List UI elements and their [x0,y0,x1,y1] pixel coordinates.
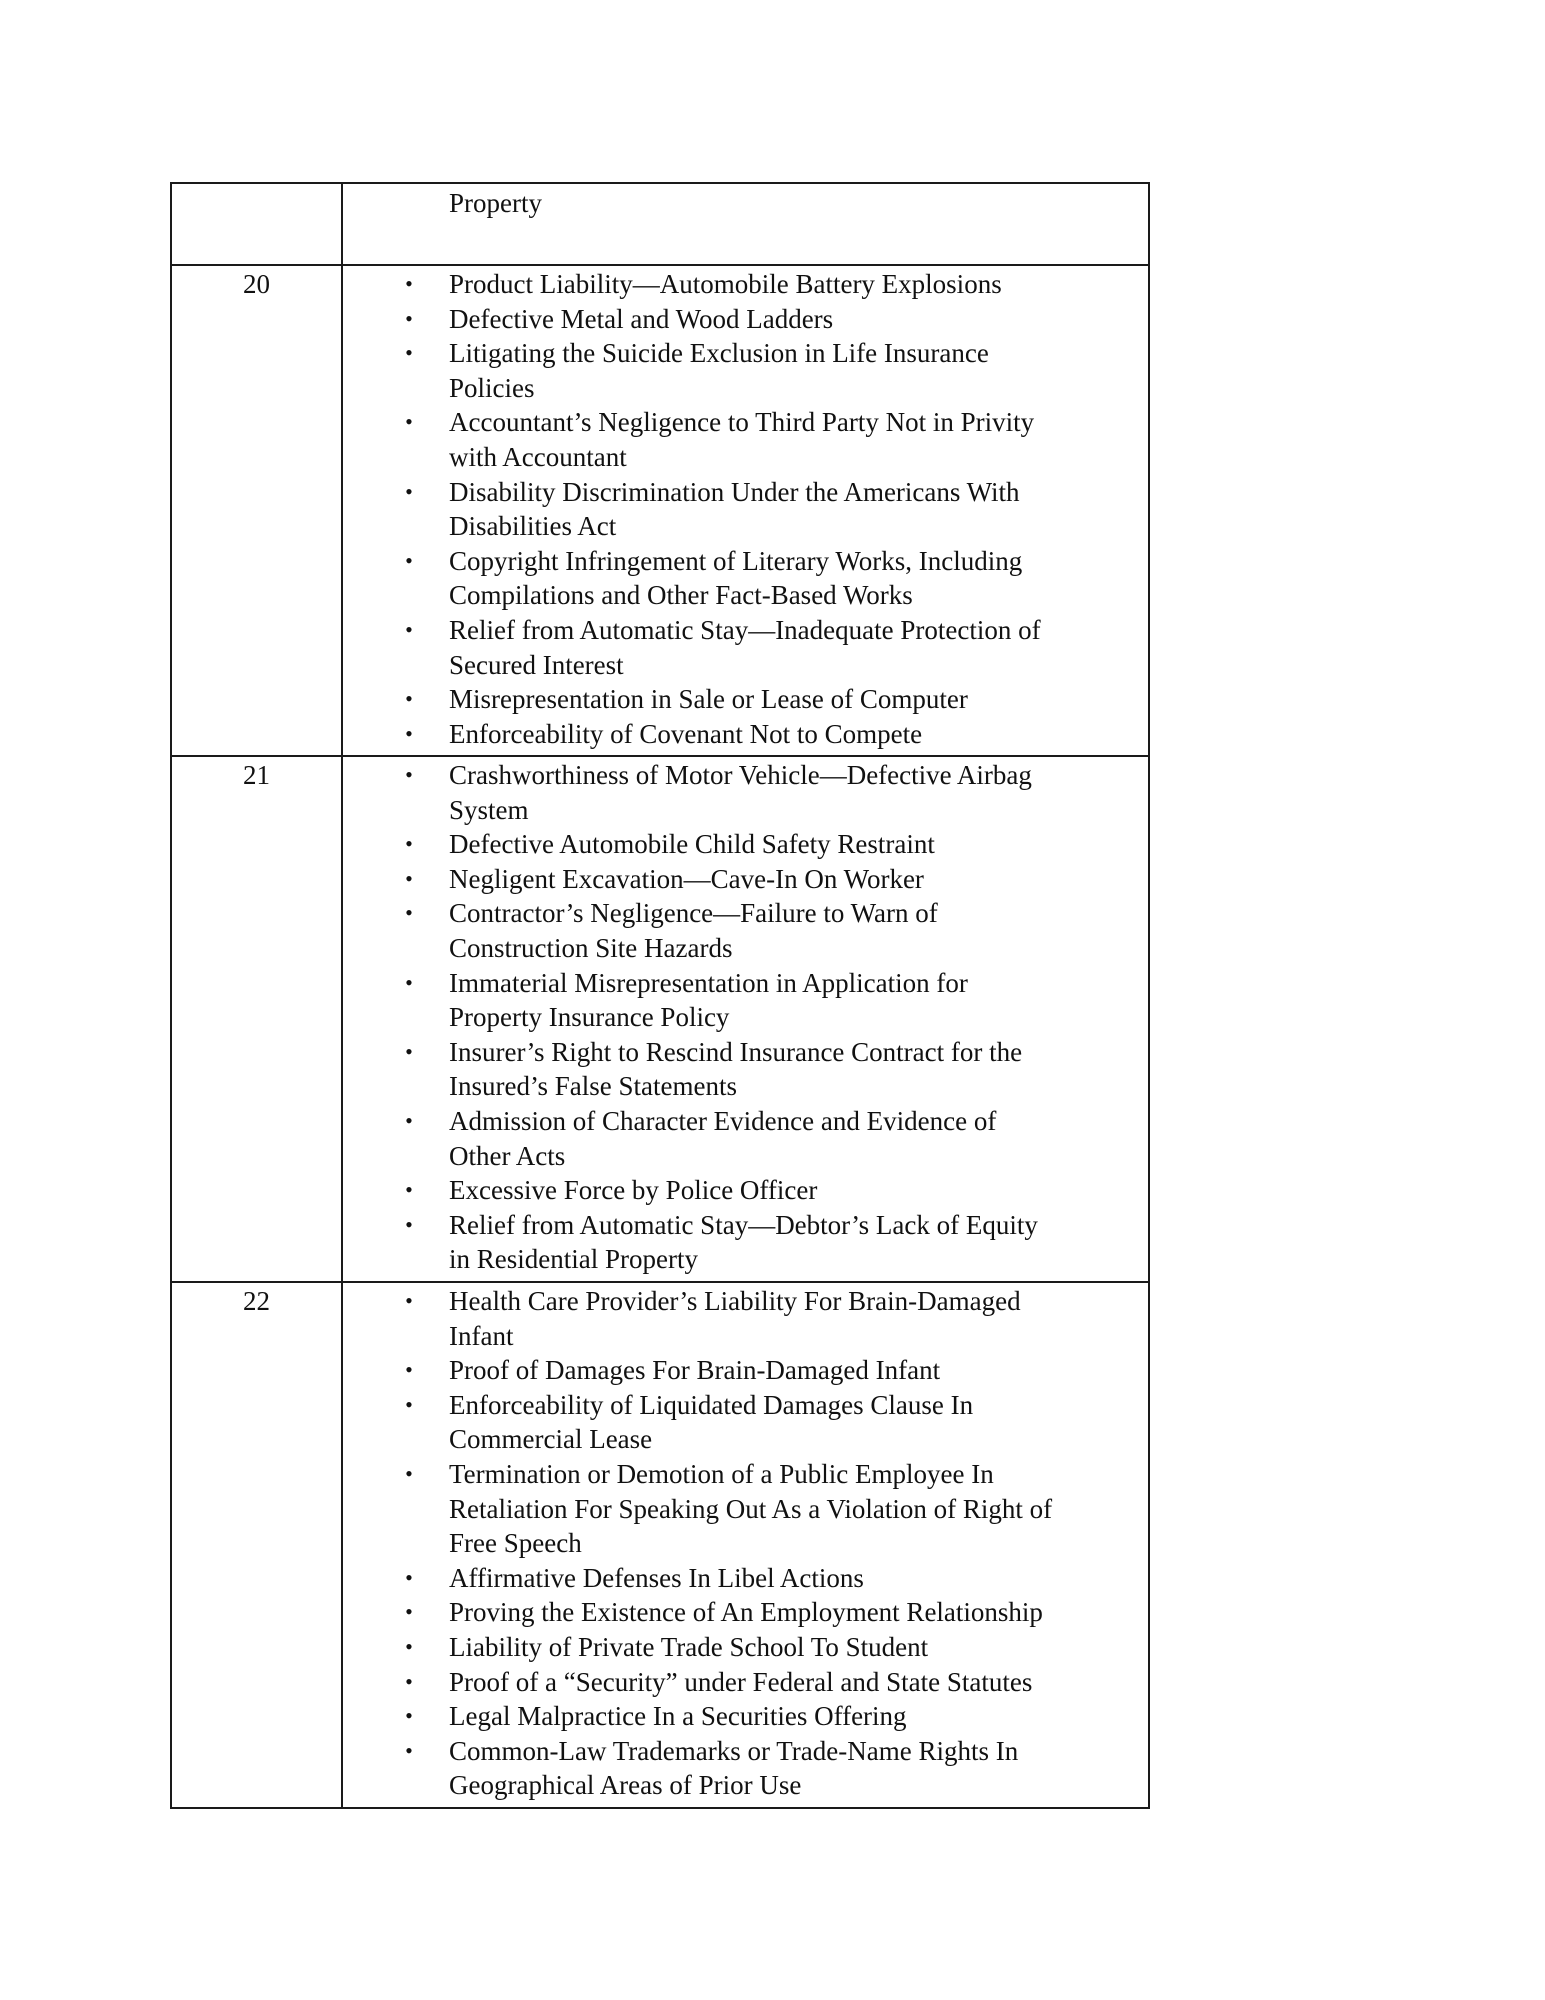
list-item [343,336,1148,405]
topics-cell [342,1282,1149,1808]
topic-text-line: Crashworthiness of Motor Vehicle—Defective Airbag [449,760,1032,790]
list-item [343,1173,1148,1208]
list-item [343,862,1148,897]
list-item [343,405,1148,474]
bullet-dot-icon: • [405,720,413,746]
chapter-number: 22 [243,1286,270,1316]
topic-text-line: Property Insurance Policy [449,1002,730,1033]
bullet-dot-icon: • [405,1737,413,1763]
bullet-dot-icon: • [405,762,413,787]
topic-text-line: in Residential Property [449,1244,698,1275]
topic-text-line: System [449,794,529,825]
bullet-dot-icon: • [405,969,413,995]
list-item [343,1457,1148,1561]
topic-text-line: with Accountant [449,441,627,472]
topic-text-line: Enforceability of Covenant Not to Compete [449,718,923,749]
bullet-dot-icon: • [405,1460,413,1486]
table-row [171,1282,1149,1808]
topic-list [343,266,1148,751]
topics-table [170,182,1150,1809]
topic-text-line: Affirmative Defenses In Libel Actions [449,1562,864,1593]
topic-text-line: Excessive Force by Police Officer [449,1175,818,1206]
chapter-number-cell [171,1282,342,1808]
list-item [343,613,1148,682]
topic-text-line: Retaliation For Speaking Out As a Violation of Right of [449,1493,1053,1524]
list-item [343,1208,1148,1277]
table-row [171,265,1149,756]
topic-text-line: Disability Discrimination Under the Americans With [449,476,1020,507]
topic-text-line: Proof of a “Security” under Federal and State Statutes [449,1666,1033,1697]
bullet-dot-icon: • [405,1107,413,1133]
bullet-dot-icon: • [405,1599,413,1625]
list-item [343,544,1148,613]
topic-text-line: Enforceability of Liquidated Damages Clause In [449,1389,974,1420]
chapter-number-cell [171,183,342,265]
bullet-dot-icon: • [405,1038,413,1064]
list-item [343,1035,1148,1104]
bullet-dot-icon: • [405,616,413,642]
topic-text-line: Defective Automobile Child Safety Restraint [449,829,935,860]
topic-text-line: Product Liability—Automobile Battery Explosions [449,269,1002,299]
topic-text-line: Relief from Automatic Stay—Debtor’s Lack of Equity [449,1209,1038,1240]
bullet-dot-icon: • [405,1668,413,1694]
list-item [343,1665,1148,1700]
list-item [343,1630,1148,1665]
list-item [343,966,1148,1035]
list-item [343,1353,1148,1388]
list-item [343,1734,1148,1803]
chapter-number: 21 [243,760,270,790]
topic-text-line: Admission of Character Evidence and Evidence of [449,1105,997,1136]
topics-cell [342,183,1149,265]
chapter-number [172,184,341,185]
topic-text-line: Infant [449,1320,514,1351]
topic-text-line: Contractor’s Negligence—Failure to Warn of [449,898,938,929]
list-item [343,896,1148,965]
topic-text-line: Proving the Existence of An Employment Relationship [449,1597,1043,1628]
topic-text-line: Proof of Damages For Brain-Damaged Infant [449,1355,941,1386]
bullet-dot-icon: • [405,409,413,435]
topic-text-line: Construction Site Hazards [449,932,733,963]
chapter-number: 20 [243,269,270,299]
list-item [343,1388,1148,1457]
topic-list [343,757,1148,1277]
topic-text-line: Commercial Lease [449,1424,653,1455]
topic-text-line: Immaterial Misrepresentation in Application for [449,967,968,998]
topic-text-line: Compilations and Other Fact-Based Works [449,580,913,611]
bullet-dot-icon: • [405,1564,413,1590]
bullet-dot-icon: • [405,865,413,891]
topic-text-line: Secured Interest [449,649,624,680]
list-item [343,1595,1148,1630]
topic-text-line: Defective Metal and Wood Ladders [449,303,834,334]
bullet-dot-icon: • [405,271,413,296]
continued-topic-text: Property [449,188,542,218]
list-item [343,1284,1148,1353]
bullet-dot-icon: • [405,900,413,926]
bullet-dot-icon: • [405,305,413,331]
bullet-dot-icon: • [405,547,413,573]
topic-text-line: Accountant’s Negligence to Third Party Not in Privity [449,407,1035,438]
list-item [343,475,1148,544]
topic-text-line: Insured’s False Statements [449,1071,737,1102]
list-item [343,1561,1148,1596]
bullet-dot-icon: • [405,478,413,504]
bullet-dot-icon: • [405,1703,413,1729]
chapter-number-cell [171,265,342,756]
topics-cell [342,265,1149,756]
topic-text-line: Termination or Demotion of a Public Employee In [449,1458,994,1489]
topics-cell [342,756,1149,1282]
list-item [343,827,1148,862]
chapter-number-cell [171,756,342,1282]
topic-text-line: Copyright Infringement of Literary Works, Including [449,545,1023,576]
list-item [343,1699,1148,1734]
topic-text-line: Free Speech [449,1528,582,1559]
topic-list [343,1283,1148,1803]
bullet-dot-icon: • [405,340,413,366]
topic-text-line: Negligent Excavation—Cave-In On Worker [449,863,924,894]
bullet-dot-icon: • [405,1391,413,1417]
list-item [343,682,1148,717]
topic-text-line: Health Care Provider’s Liability For Brain-Damaged [449,1286,1021,1316]
topic-text-line: Litigating the Suicide Exclusion in Life Insurance [449,338,989,369]
bullet-dot-icon: • [405,1633,413,1659]
list-item [343,717,1148,752]
bullet-dot-icon: • [405,1177,413,1203]
bullet-dot-icon: • [405,831,413,857]
table-row-continuation [171,183,1149,265]
bullet-dot-icon: • [405,1211,413,1237]
topic-text-line: Misrepresentation in Sale or Lease of Computer [449,684,968,715]
list-item [343,267,1148,302]
topic-text-line: Relief from Automatic Stay—Inadequate Protection of [449,614,1041,645]
topic-text-line: Other Acts [449,1140,566,1171]
bullet-dot-icon: • [405,1357,413,1383]
bullet-dot-icon: • [405,686,413,712]
topic-text-line: Disabilities Act [449,511,617,542]
topic-text-line: Liability of Private Trade School To Student [449,1631,929,1662]
topic-text-line: Legal Malpractice In a Securities Offering [449,1701,907,1732]
topic-text-line: Policies [449,372,535,403]
topic-text-line: Geographical Areas of Prior Use [449,1770,802,1801]
table-row [171,756,1149,1282]
list-item [343,302,1148,337]
list-item [343,758,1148,827]
topic-text-line: Common-Law Trademarks or Trade-Name Rights In [449,1735,1019,1766]
topic-text-line: Insurer’s Right to Rescind Insurance Contract for the [449,1036,1023,1067]
list-item [343,1104,1148,1173]
bullet-dot-icon: • [405,1288,413,1313]
